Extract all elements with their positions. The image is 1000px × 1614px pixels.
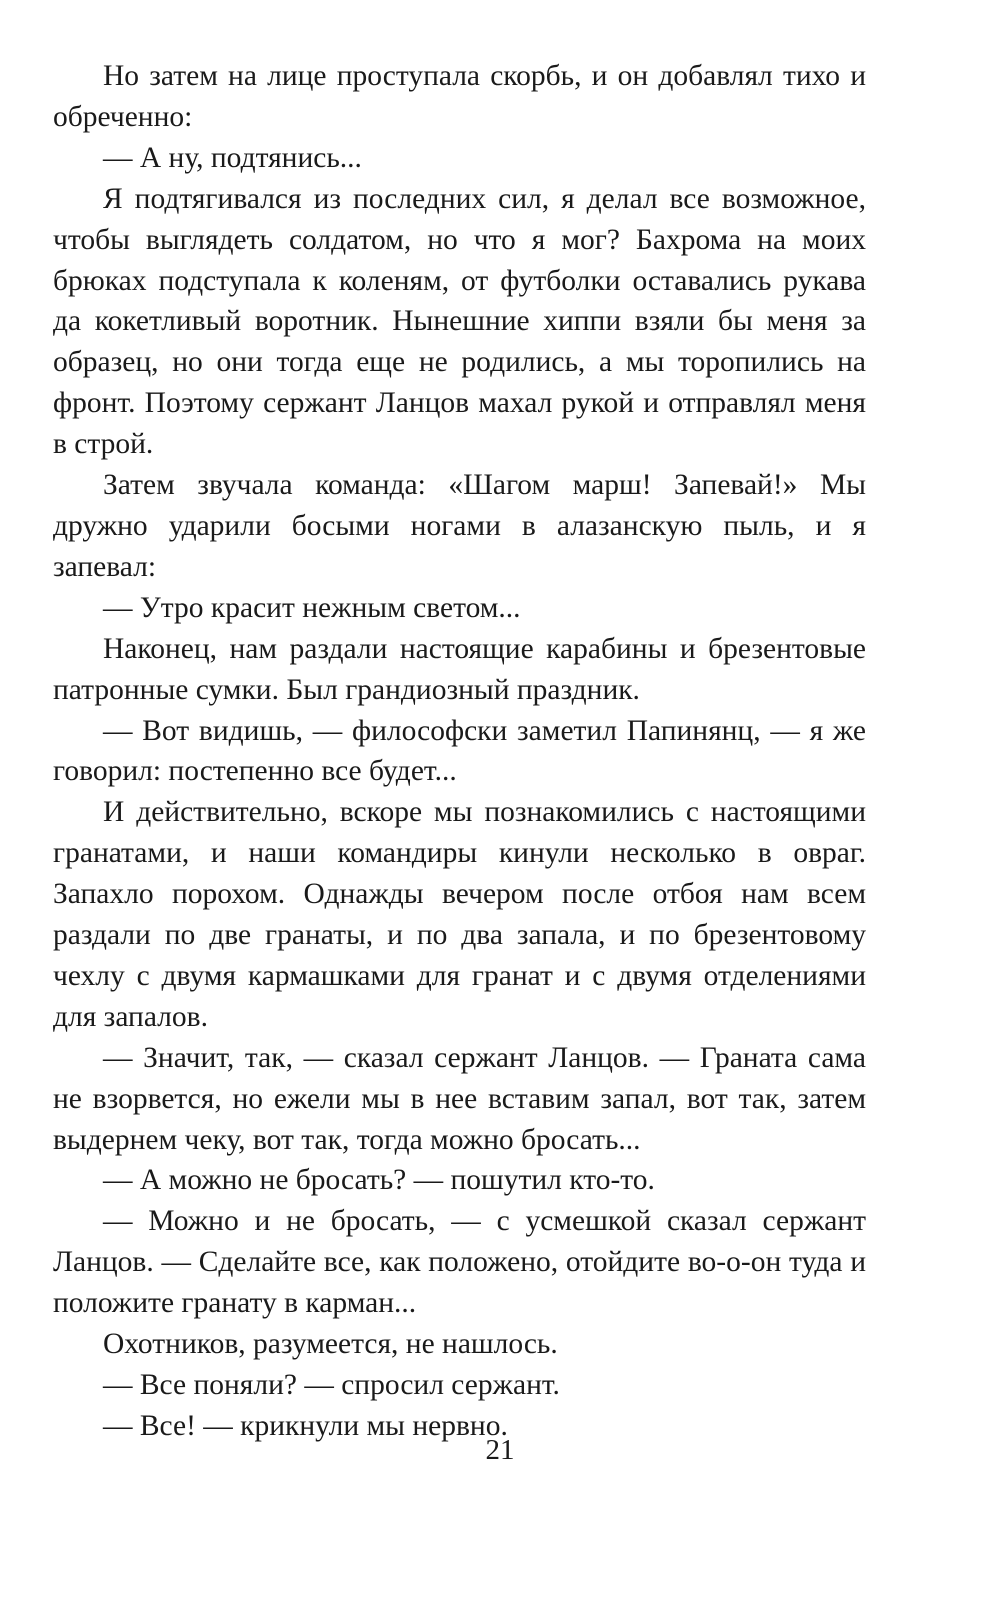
paragraph: Охотников, разумеется, не нашлось. [103,1328,558,1361]
body-text [53,56,866,1447]
paragraph: — Значит, так, — сказал сержант Ланцов. — Граната сама не взорвется, но ежели мы в нее вставим запал, вот так, затем выдернем чеку, вот так, тогда можно бросать... [53,1041,866,1156]
paragraph: — А ну, подтянись... [103,141,362,174]
paragraph: И действительно, вскоре мы познакомились с настоящими гранатами, и наши командиры кинули несколько в овраг. Запахло порохом. Однажды вечером после отбоя нам всем раздали по две гранаты, и по два запала, и по брезентовому чехлу с двумя кармашками для гранат и с двумя отделениями для запалов. [53,796,866,1033]
paragraph: Затем звучала команда: «Шагом марш! Запевай!» Мы дружно ударили босыми ногами в алазанскую пыль, и я запевал: [53,469,866,583]
paragraph: — Вот видишь, — философски заметил Папинянц, — я же говорил: постепенно все будет... [53,714,866,788]
paragraph: — Можно и не бросать, — с усмешкой сказал сержант Ланцов. — Сделайте все, как положено, отойдите во-о-он туда и положите гранату в карман... [53,1205,866,1320]
paragraph: — Все! — крикнули мы нервно. [103,1409,508,1442]
paragraph: Наконец, нам раздали настоящие карабины и брезентовые патронные сумки. Был грандиозный праздник. [53,632,866,706]
paragraph: Но затем на лице проступала скорбь, и он добавлял тихо и обреченно: [53,60,866,133]
page-number: 21 [485,1434,515,1466]
paragraph: — А можно не бросать? — пошутил кто-то. [103,1164,655,1197]
paragraph: — Все поняли? — спросил сержант. [103,1369,560,1401]
paragraph: — Утро красит нежным светом... [103,591,521,624]
paragraph: Я подтягивался из последних сил, я делал все возможное, чтобы выглядеть солдатом, но что я мог? Бахрома на моих брюках подступала к коленям, от футболки оставались рукава да кокетливый воротник. Нынешние хиппи взяли бы меня за образец, но они тогда еще не родились, а мы торопились на фронт. Поэтому сержант Ланцов махал рукой и отправлял меня в строй. [53,182,866,461]
